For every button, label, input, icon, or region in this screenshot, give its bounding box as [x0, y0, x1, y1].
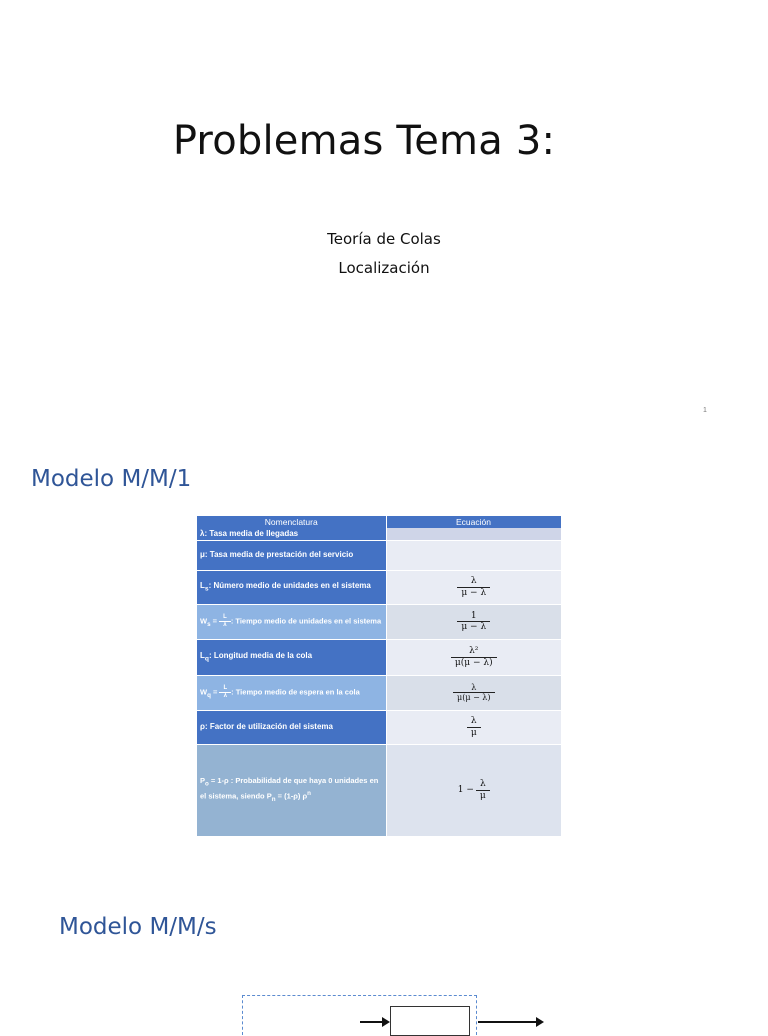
section-title: Modelo M/M/s	[59, 914, 217, 940]
arrival-arrow	[360, 1021, 384, 1023]
departure-arrow	[478, 1021, 538, 1023]
table-row	[197, 540, 561, 570]
table-row	[197, 675, 561, 710]
nomenclature-table	[197, 516, 562, 837]
row-equation: $\frac{\lambda}{\mu}$	[386, 710, 561, 744]
table-header-row	[197, 516, 561, 528]
mm1-slide	[0, 432, 768, 864]
row-equation: 1 − $\frac{\lambda}{\mu}$	[386, 744, 561, 836]
subtitle-line-2: Localización	[338, 259, 430, 277]
header-ecuacion: Ecuación	[386, 516, 561, 528]
row-label: $W_q$ = $\frac{L}{\lambda}$ : Tiempo medio de espera en la cola	[197, 675, 386, 710]
subtitle-line-1: Teoría de Colas	[327, 230, 441, 248]
row-equation: $\frac{1}{\mu - \lambda}$	[386, 604, 561, 639]
table-row	[197, 639, 561, 675]
row-equation: $\frac{\lambda}{\mu(\mu - \lambda)}$	[386, 675, 561, 710]
table-row	[197, 570, 561, 604]
row-label: μ: Tasa media de prestación del servicio	[197, 540, 386, 570]
row-label: $L_s$: Número medio de unidades en el sistema	[197, 570, 386, 604]
slide-number: 1	[703, 407, 707, 414]
row-equation	[386, 540, 561, 570]
table-row	[197, 604, 561, 639]
section-title: Modelo M/M/1	[31, 466, 192, 492]
title-slide	[0, 0, 768, 432]
row-label: ρ: Factor de utilización del sistema	[197, 710, 386, 744]
table-row	[197, 710, 561, 744]
server-box	[390, 1006, 470, 1036]
row-label: $L_q$: Longitud media de la cola	[197, 639, 386, 675]
row-label: $W_s$ = $\frac{L}{\lambda}$ : Tiempo medio de unidades en el sistema	[197, 604, 386, 639]
page-title: Problemas Tema 3:	[172, 118, 556, 164]
row-equation	[386, 528, 561, 540]
row-label: $P_o = 1-\rho$ : Probabilidad de que haya 0 unidades en el sistema, siendo $P_n = (1-\rho)$ $\rho^n$	[197, 744, 386, 836]
row-label: λ: Tasa media de llegadas	[197, 528, 386, 540]
header-nomenclatura: Nomenclatura	[197, 516, 386, 528]
table-row	[197, 528, 561, 540]
row-equation: $\frac{\lambda}{\mu - \lambda}$	[386, 570, 561, 604]
table-row	[197, 744, 561, 836]
mms-slide	[0, 864, 768, 1024]
row-equation: $\frac{\text{λ²}}{\mu(\mu - \lambda)}$	[386, 639, 561, 675]
